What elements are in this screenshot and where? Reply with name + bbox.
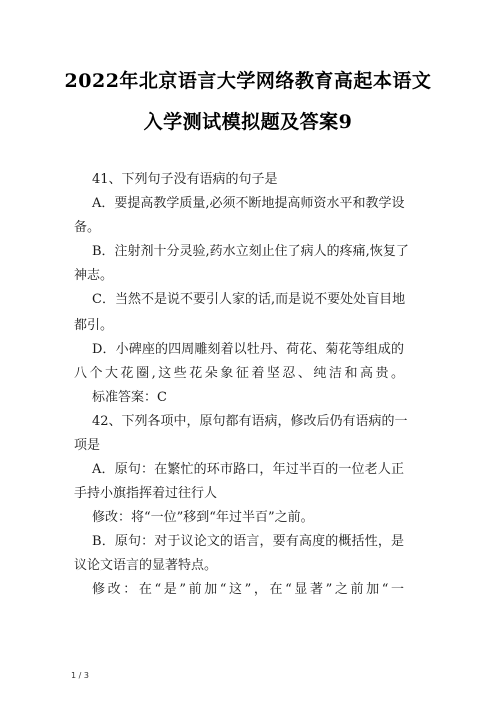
option-b-original-line-1: B．原句：对于议论文的语言，要有高度的概括性，是 <box>92 534 404 549</box>
page-number: 1 / 3 <box>71 671 89 680</box>
question-42-stem-line-1: 42、下列各项中，原句都有语病，修改后仍有语病的一 <box>92 414 408 429</box>
option-b-revision: 修改：在“是”前加“这”，在“显著”之前加“一 <box>92 582 404 597</box>
option-c-line-2: 都引。 <box>74 318 114 333</box>
option-d-line-2: 八个大花圈,这些花朵象征着坚忍、纯洁和高贵。 <box>74 366 404 381</box>
answer-41: 标准答案：C <box>92 390 167 405</box>
option-b-original-line-2: 议论文语言的显著特点。 <box>74 558 218 573</box>
option-b-line-2: 神志。 <box>74 268 114 283</box>
option-a-line-2: 备。 <box>74 220 101 235</box>
document-title-line-2: 入学测试模拟题及答案9 <box>143 111 353 133</box>
question-41-stem: 41、下列句子没有语病的句子是 <box>92 172 278 187</box>
option-a-original-line-1: A．原句：在繁忙的环市路口，年过半百的一位老人正 <box>92 462 404 477</box>
option-a-original-line-2: 手持小旗指挥着过往行人 <box>74 486 218 501</box>
option-d-line-1: D．小碑座的四周雕刻着以牡丹、荷花、菊花等组成的 <box>92 342 404 357</box>
question-42-stem-line-2: 项是 <box>74 438 101 453</box>
option-b-line-1: B．注射剂十分灵验,药水立刻止住了病人的疼痛,恢复了 <box>92 244 409 259</box>
option-a-revision: 修改：将“一位”移到“年过半百”之前。 <box>92 510 314 525</box>
option-a-line-1: A．要提高教学质量,必须不断地提高师资水平和教学设 <box>92 196 405 211</box>
option-c-line-1: C．当然不是说不要引人家的话,而是说不要处处盲目地 <box>92 292 406 307</box>
document-title-line-1: 2022年北京语言大学网络教育高起本语文 <box>64 70 432 92</box>
